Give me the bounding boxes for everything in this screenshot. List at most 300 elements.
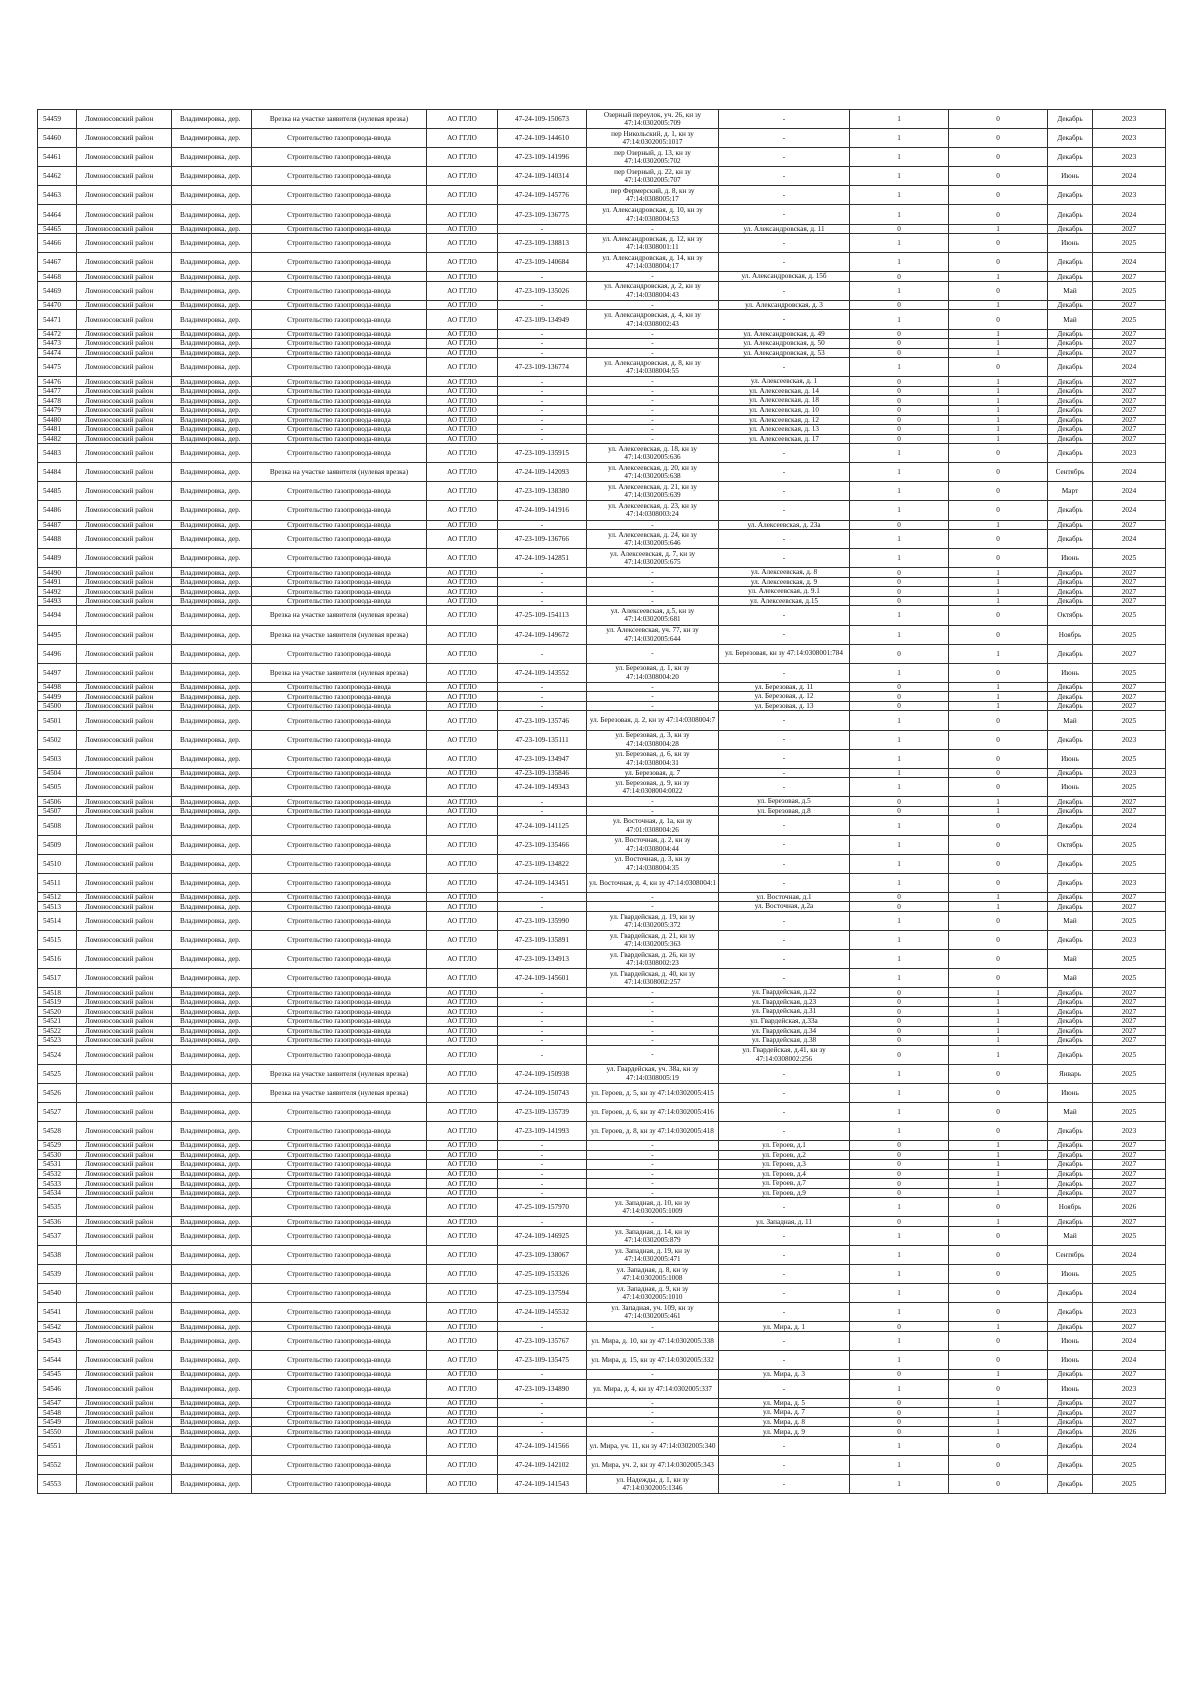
table-row	[38, 1150, 1166, 1160]
planned-address-cell: ул. Алексеевская, д. 1	[719, 377, 850, 387]
month-cell: Декабрь	[1048, 148, 1093, 167]
application-number-cell: 47-23-109-135466	[498, 835, 587, 854]
planned-address-cell: -	[719, 749, 850, 768]
organization-cell: АО ГГЛО	[427, 1475, 498, 1494]
count-a-cell: 1	[850, 167, 949, 186]
district-cell: Ломоносовский район	[77, 1398, 172, 1408]
settlement-cell: Владимировка, дер.	[172, 587, 252, 597]
application-number-cell: -	[498, 329, 587, 339]
application-number-cell: -	[498, 1045, 587, 1064]
district-cell: Ломоносовский район	[77, 606, 172, 625]
count-b-cell: 1	[949, 587, 1048, 597]
table-row	[38, 520, 1166, 530]
count-b-cell: 0	[949, 606, 1048, 625]
application-number-cell: 47-23-109-135111	[498, 730, 587, 749]
year-cell: 2027	[1093, 568, 1166, 578]
count-a-cell: 1	[850, 663, 949, 682]
object-address-cell: ул. Алексеевская, д. 23, кн зу 47:14:0308003:24	[587, 501, 719, 520]
count-b-cell: 0	[949, 749, 1048, 768]
object-address-cell: ул. Березовая, д. 3, кн зу 47:14:0308004:28	[587, 730, 719, 749]
count-a-cell: 0	[850, 1398, 949, 1408]
district-cell: Ломоносовский район	[77, 950, 172, 969]
year-cell: 2025	[1093, 1102, 1166, 1121]
settlement-cell: Владимировка, дер.	[172, 797, 252, 807]
year-cell: 2024	[1093, 482, 1166, 501]
count-a-cell: 1	[850, 931, 949, 950]
table-row	[38, 224, 1166, 234]
count-a-cell: 0	[850, 1427, 949, 1437]
planned-address-cell: -	[719, 129, 850, 148]
count-a-cell: 1	[850, 969, 949, 988]
row-number-cell: 54466	[38, 234, 77, 253]
count-a-cell: 0	[850, 1141, 949, 1151]
row-number-cell: 54511	[38, 873, 77, 892]
table-row	[38, 186, 1166, 205]
year-cell: 2027	[1093, 1408, 1166, 1418]
count-b-cell: 1	[949, 1036, 1048, 1046]
object-address-cell: -	[587, 596, 719, 606]
work-type-cell: Строительство газопровода-ввода	[252, 1408, 427, 1418]
settlement-cell: Владимировка, дер.	[172, 549, 252, 568]
table-row	[38, 434, 1166, 444]
district-cell: Ломоносовский район	[77, 1226, 172, 1245]
count-b-cell: 1	[949, 797, 1048, 807]
district-cell: Ломоносовский район	[77, 444, 172, 463]
year-cell: 2025	[1093, 310, 1166, 329]
work-type-cell: Строительство газопровода-ввода	[252, 310, 427, 329]
table-row	[38, 281, 1166, 300]
count-b-cell: 0	[949, 482, 1048, 501]
row-number-cell: 54538	[38, 1246, 77, 1265]
organization-cell: АО ГГЛО	[427, 1188, 498, 1198]
row-number-cell: 54492	[38, 587, 77, 597]
planned-address-cell: -	[719, 1456, 850, 1475]
work-type-cell: Строительство газопровода-ввода	[252, 224, 427, 234]
month-cell: Декабрь	[1048, 568, 1093, 578]
count-b-cell: 1	[949, 1417, 1048, 1427]
count-a-cell: 0	[850, 1036, 949, 1046]
count-a-cell: 0	[850, 701, 949, 711]
planned-address-cell: -	[719, 482, 850, 501]
work-type-cell: Строительство газопровода-ввода	[252, 1303, 427, 1322]
work-type-cell: Строительство газопровода-ввода	[252, 281, 427, 300]
table-row	[38, 358, 1166, 377]
table-row	[38, 816, 1166, 835]
planned-address-cell: -	[719, 1379, 850, 1398]
table-row	[38, 768, 1166, 778]
district-cell: Ломоносовский район	[77, 425, 172, 435]
month-cell: Декабрь	[1048, 377, 1093, 387]
object-address-cell: -	[587, 577, 719, 587]
row-number-cell: 54533	[38, 1179, 77, 1189]
table-row	[38, 110, 1166, 129]
work-type-cell: Строительство газопровода-ввода	[252, 1016, 427, 1026]
planned-address-cell: ул. Алексеевская, д. 23а	[719, 520, 850, 530]
month-cell: Июнь	[1048, 1332, 1093, 1351]
planned-address-cell: -	[719, 778, 850, 797]
count-a-cell: 1	[850, 816, 949, 835]
row-number-cell: 54510	[38, 854, 77, 873]
year-cell: 2023	[1093, 444, 1166, 463]
count-a-cell: 1	[850, 444, 949, 463]
count-a-cell: 0	[850, 1026, 949, 1036]
count-a-cell: 1	[850, 1246, 949, 1265]
organization-cell: АО ГГЛО	[427, 1045, 498, 1064]
count-a-cell: 1	[850, 1102, 949, 1121]
row-number-cell: 54514	[38, 911, 77, 930]
row-number-cell: 54515	[38, 931, 77, 950]
district-cell: Ломоносовский район	[77, 1265, 172, 1284]
table-row	[38, 272, 1166, 282]
work-type-cell: Строительство газопровода-ввода	[252, 1121, 427, 1140]
planned-address-cell: ул. Западная, д. 11	[719, 1217, 850, 1227]
table-row	[38, 1284, 1166, 1303]
district-cell: Ломоносовский район	[77, 749, 172, 768]
organization-cell: АО ГГЛО	[427, 377, 498, 387]
organization-cell: АО ГГЛО	[427, 329, 498, 339]
count-a-cell: 1	[850, 749, 949, 768]
table-row	[38, 329, 1166, 339]
count-a-cell: 1	[850, 358, 949, 377]
work-type-cell: Строительство газопровода-ввода	[252, 950, 427, 969]
application-number-cell: -	[498, 415, 587, 425]
row-number-cell: 54543	[38, 1332, 77, 1351]
planned-address-cell: -	[719, 1246, 850, 1265]
year-cell: 2027	[1093, 596, 1166, 606]
row-number-cell: 54479	[38, 405, 77, 415]
row-number-cell: 54472	[38, 329, 77, 339]
month-cell: Декабрь	[1048, 892, 1093, 902]
settlement-cell: Владимировка, дер.	[172, 997, 252, 1007]
year-cell: 2027	[1093, 577, 1166, 587]
year-cell: 2027	[1093, 997, 1166, 1007]
row-number-cell: 54537	[38, 1226, 77, 1245]
table-row	[38, 549, 1166, 568]
organization-cell: АО ГГЛО	[427, 1398, 498, 1408]
planned-address-cell: -	[719, 148, 850, 167]
application-number-cell: -	[498, 272, 587, 282]
month-cell: Июнь	[1048, 549, 1093, 568]
count-b-cell: 1	[949, 596, 1048, 606]
district-cell: Ломоносовский район	[77, 1379, 172, 1398]
row-number-cell: 54540	[38, 1284, 77, 1303]
planned-address-cell: -	[719, 711, 850, 730]
month-cell: Декабрь	[1048, 854, 1093, 873]
planned-address-cell: -	[719, 1198, 850, 1217]
count-a-cell: 1	[850, 110, 949, 129]
year-cell: 2027	[1093, 300, 1166, 310]
organization-cell: АО ГГЛО	[427, 1456, 498, 1475]
object-address-cell: ул. Александровская, д. 2, кн зу 47:14:0308004:43	[587, 281, 719, 300]
planned-address-cell: -	[719, 1102, 850, 1121]
application-number-cell: -	[498, 348, 587, 358]
work-type-cell: Строительство газопровода-ввода	[252, 425, 427, 435]
district-cell: Ломоносовский район	[77, 129, 172, 148]
count-b-cell: 0	[949, 310, 1048, 329]
object-address-cell: -	[587, 1141, 719, 1151]
application-number-cell: -	[498, 1427, 587, 1437]
application-number-cell: 47-23-109-135891	[498, 931, 587, 950]
application-number-cell: 47-24-109-141566	[498, 1437, 587, 1456]
planned-address-cell: -	[719, 549, 850, 568]
planned-address-cell: -	[719, 606, 850, 625]
district-cell: Ломоносовский район	[77, 1456, 172, 1475]
district-cell: Ломоносовский район	[77, 1246, 172, 1265]
row-number-cell: 54495	[38, 625, 77, 644]
object-address-cell: ул. Алексеевская, д. 24, кн зу 47:14:0302005:646	[587, 530, 719, 549]
month-cell: Декабрь	[1048, 587, 1093, 597]
count-b-cell: 0	[949, 234, 1048, 253]
object-address-cell: -	[587, 300, 719, 310]
count-a-cell: 1	[850, 730, 949, 749]
year-cell: 2027	[1093, 1141, 1166, 1151]
district-cell: Ломоносовский район	[77, 625, 172, 644]
count-b-cell: 1	[949, 902, 1048, 912]
count-a-cell: 1	[850, 501, 949, 520]
planned-address-cell: ул. Гвардейская, д.22	[719, 988, 850, 998]
table-row	[38, 310, 1166, 329]
month-cell: Июнь	[1048, 167, 1093, 186]
district-cell: Ломоносовский район	[77, 1303, 172, 1322]
row-number-cell: 54469	[38, 281, 77, 300]
organization-cell: АО ГГЛО	[427, 663, 498, 682]
work-type-cell: Строительство газопровода-ввода	[252, 644, 427, 663]
planned-address-cell: -	[719, 1121, 850, 1140]
organization-cell: АО ГГЛО	[427, 205, 498, 224]
organization-cell: АО ГГЛО	[427, 1226, 498, 1245]
district-cell: Ломоносовский район	[77, 415, 172, 425]
month-cell: Май	[1048, 911, 1093, 930]
district-cell: Ломоносовский район	[77, 806, 172, 816]
district-cell: Ломоносовский район	[77, 892, 172, 902]
row-number-cell: 54526	[38, 1083, 77, 1102]
application-number-cell: 47-23-109-135739	[498, 1102, 587, 1121]
month-cell: Декабрь	[1048, 405, 1093, 415]
application-number-cell: -	[498, 988, 587, 998]
row-number-cell: 54475	[38, 358, 77, 377]
year-cell: 2024	[1093, 205, 1166, 224]
year-cell: 2026	[1093, 1427, 1166, 1437]
count-a-cell: 1	[850, 1475, 949, 1494]
table-row	[38, 1198, 1166, 1217]
count-b-cell: 1	[949, 701, 1048, 711]
application-number-cell: -	[498, 701, 587, 711]
district-cell: Ломоносовский район	[77, 854, 172, 873]
organization-cell: АО ГГЛО	[427, 1379, 498, 1398]
month-cell: Ноябрь	[1048, 1198, 1093, 1217]
count-a-cell: 1	[850, 1284, 949, 1303]
object-address-cell: -	[587, 902, 719, 912]
count-a-cell: 0	[850, 806, 949, 816]
year-cell: 2024	[1093, 463, 1166, 482]
district-cell: Ломоносовский район	[77, 205, 172, 224]
organization-cell: АО ГГЛО	[427, 596, 498, 606]
district-cell: Ломоносовский район	[77, 1083, 172, 1102]
month-cell: Май	[1048, 1226, 1093, 1245]
count-a-cell: 1	[850, 835, 949, 854]
table-row	[38, 1217, 1166, 1227]
row-number-cell: 54488	[38, 530, 77, 549]
settlement-cell: Владимировка, дер.	[172, 1150, 252, 1160]
year-cell: 2027	[1093, 806, 1166, 816]
row-number-cell: 54545	[38, 1370, 77, 1380]
year-cell: 2023	[1093, 186, 1166, 205]
month-cell: Сентябрь	[1048, 1246, 1093, 1265]
work-type-cell: Строительство газопровода-ввода	[252, 577, 427, 587]
month-cell: Декабрь	[1048, 530, 1093, 549]
object-address-cell: ул. Александровская, д. 12, кн зу 47:14:0308001:11	[587, 234, 719, 253]
settlement-cell: Владимировка, дер.	[172, 1322, 252, 1332]
count-b-cell: 0	[949, 1083, 1048, 1102]
application-number-cell: -	[498, 1036, 587, 1046]
object-address-cell: -	[587, 1045, 719, 1064]
planned-address-cell: -	[719, 463, 850, 482]
organization-cell: АО ГГЛО	[427, 339, 498, 349]
count-b-cell: 1	[949, 434, 1048, 444]
settlement-cell: Владимировка, дер.	[172, 1398, 252, 1408]
settlement-cell: Владимировка, дер.	[172, 1026, 252, 1036]
object-address-cell: -	[587, 1179, 719, 1189]
count-a-cell: 0	[850, 224, 949, 234]
application-number-cell: 47-23-109-135846	[498, 768, 587, 778]
year-cell: 2027	[1093, 348, 1166, 358]
count-a-cell: 1	[850, 281, 949, 300]
count-a-cell: 1	[850, 1064, 949, 1083]
object-address-cell: ул. Западная, д. 14, кн зу 47:14:0302005:879	[587, 1226, 719, 1245]
organization-cell: АО ГГЛО	[427, 1332, 498, 1351]
month-cell: Декабрь	[1048, 434, 1093, 444]
work-type-cell: Строительство газопровода-ввода	[252, 348, 427, 358]
work-type-cell: Строительство газопровода-ввода	[252, 730, 427, 749]
row-number-cell: 54551	[38, 1437, 77, 1456]
settlement-cell: Владимировка, дер.	[172, 854, 252, 873]
settlement-cell: Владимировка, дер.	[172, 520, 252, 530]
district-cell: Ломоносовский район	[77, 663, 172, 682]
month-cell: Июнь	[1048, 1351, 1093, 1370]
count-a-cell: 0	[850, 1408, 949, 1418]
organization-cell: АО ГГЛО	[427, 902, 498, 912]
organization-cell: АО ГГЛО	[427, 1036, 498, 1046]
object-address-cell: -	[587, 1169, 719, 1179]
work-type-cell: Строительство газопровода-ввода	[252, 969, 427, 988]
settlement-cell: Владимировка, дер.	[172, 1198, 252, 1217]
count-a-cell: 0	[850, 434, 949, 444]
planned-address-cell: ул. Мира, д. 8	[719, 1417, 850, 1427]
object-address-cell: -	[587, 1188, 719, 1198]
application-number-cell: -	[498, 405, 587, 415]
organization-cell: АО ГГЛО	[427, 1102, 498, 1121]
count-a-cell: 0	[850, 797, 949, 807]
planned-address-cell: -	[719, 530, 850, 549]
row-number-cell: 54546	[38, 1379, 77, 1398]
settlement-cell: Владимировка, дер.	[172, 1016, 252, 1026]
row-number-cell: 54485	[38, 482, 77, 501]
table-row	[38, 1007, 1166, 1017]
month-cell: Сентябрь	[1048, 463, 1093, 482]
settlement-cell: Владимировка, дер.	[172, 1475, 252, 1494]
year-cell: 2027	[1093, 1150, 1166, 1160]
organization-cell: АО ГГЛО	[427, 701, 498, 711]
row-number-cell: 54528	[38, 1121, 77, 1140]
settlement-cell: Владимировка, дер.	[172, 300, 252, 310]
application-number-cell: 47-24-109-141916	[498, 501, 587, 520]
month-cell: Декабрь	[1048, 1322, 1093, 1332]
application-number-cell: 47-23-109-134822	[498, 854, 587, 873]
organization-cell: АО ГГЛО	[427, 1169, 498, 1179]
district-cell: Ломоносовский район	[77, 577, 172, 587]
organization-cell: АО ГГЛО	[427, 854, 498, 873]
object-address-cell: -	[587, 701, 719, 711]
count-a-cell: 0	[850, 1160, 949, 1170]
work-type-cell: Строительство газопровода-ввода	[252, 1217, 427, 1227]
table-row	[38, 587, 1166, 597]
row-number-cell: 54499	[38, 692, 77, 702]
month-cell: Декабрь	[1048, 1026, 1093, 1036]
object-address-cell: пер Фермерский, д. 8, кн зу 47:14:0308005:17	[587, 186, 719, 205]
application-number-cell: -	[498, 386, 587, 396]
year-cell: 2024	[1093, 530, 1166, 549]
count-a-cell: 0	[850, 272, 949, 282]
table-row	[38, 1083, 1166, 1102]
work-type-cell: Строительство газопровода-ввода	[252, 1351, 427, 1370]
row-number-cell: 54498	[38, 682, 77, 692]
year-cell: 2027	[1093, 224, 1166, 234]
year-cell: 2027	[1093, 988, 1166, 998]
count-a-cell: 0	[850, 644, 949, 663]
application-number-cell: -	[498, 434, 587, 444]
count-b-cell: 0	[949, 1121, 1048, 1140]
work-type-cell: Врезка на участке заявителя (нулевая врезка)	[252, 1064, 427, 1083]
count-b-cell: 0	[949, 1226, 1048, 1245]
organization-cell: АО ГГЛО	[427, 950, 498, 969]
work-type-cell: Строительство газопровода-ввода	[252, 1188, 427, 1198]
application-number-cell: -	[498, 425, 587, 435]
count-a-cell: 0	[850, 1188, 949, 1198]
table-row	[38, 1036, 1166, 1046]
object-address-cell: -	[587, 415, 719, 425]
application-number-cell: 47-23-109-138813	[498, 234, 587, 253]
settlement-cell: Владимировка, дер.	[172, 1007, 252, 1017]
month-cell: Декабрь	[1048, 253, 1093, 272]
count-b-cell: 0	[949, 1303, 1048, 1322]
settlement-cell: Владимировка, дер.	[172, 415, 252, 425]
application-number-cell: -	[498, 1150, 587, 1160]
district-cell: Ломоносовский район	[77, 682, 172, 692]
month-cell: Март	[1048, 482, 1093, 501]
work-type-cell: Строительство газопровода-ввода	[252, 997, 427, 1007]
application-number-cell: 47-23-109-140684	[498, 253, 587, 272]
row-number-cell: 54460	[38, 129, 77, 148]
planned-address-cell: ул. Мира, д. 1	[719, 1322, 850, 1332]
count-a-cell: 1	[850, 1351, 949, 1370]
settlement-cell: Владимировка, дер.	[172, 778, 252, 797]
settlement-cell: Владимировка, дер.	[172, 272, 252, 282]
year-cell: 2023	[1093, 1303, 1166, 1322]
row-number-cell: 54487	[38, 520, 77, 530]
application-number-cell: -	[498, 568, 587, 578]
month-cell: Декабрь	[1048, 348, 1093, 358]
count-a-cell: 1	[850, 186, 949, 205]
planned-address-cell: -	[719, 1083, 850, 1102]
district-cell: Ломоносовский район	[77, 711, 172, 730]
count-b-cell: 1	[949, 1045, 1048, 1064]
district-cell: Ломоносовский район	[77, 1217, 172, 1227]
planned-address-cell: -	[719, 110, 850, 129]
work-type-cell: Строительство газопровода-ввода	[252, 1379, 427, 1398]
year-cell: 2024	[1093, 167, 1166, 186]
work-type-cell: Строительство газопровода-ввода	[252, 816, 427, 835]
object-address-cell: ул. Березовая, д. 7	[587, 768, 719, 778]
